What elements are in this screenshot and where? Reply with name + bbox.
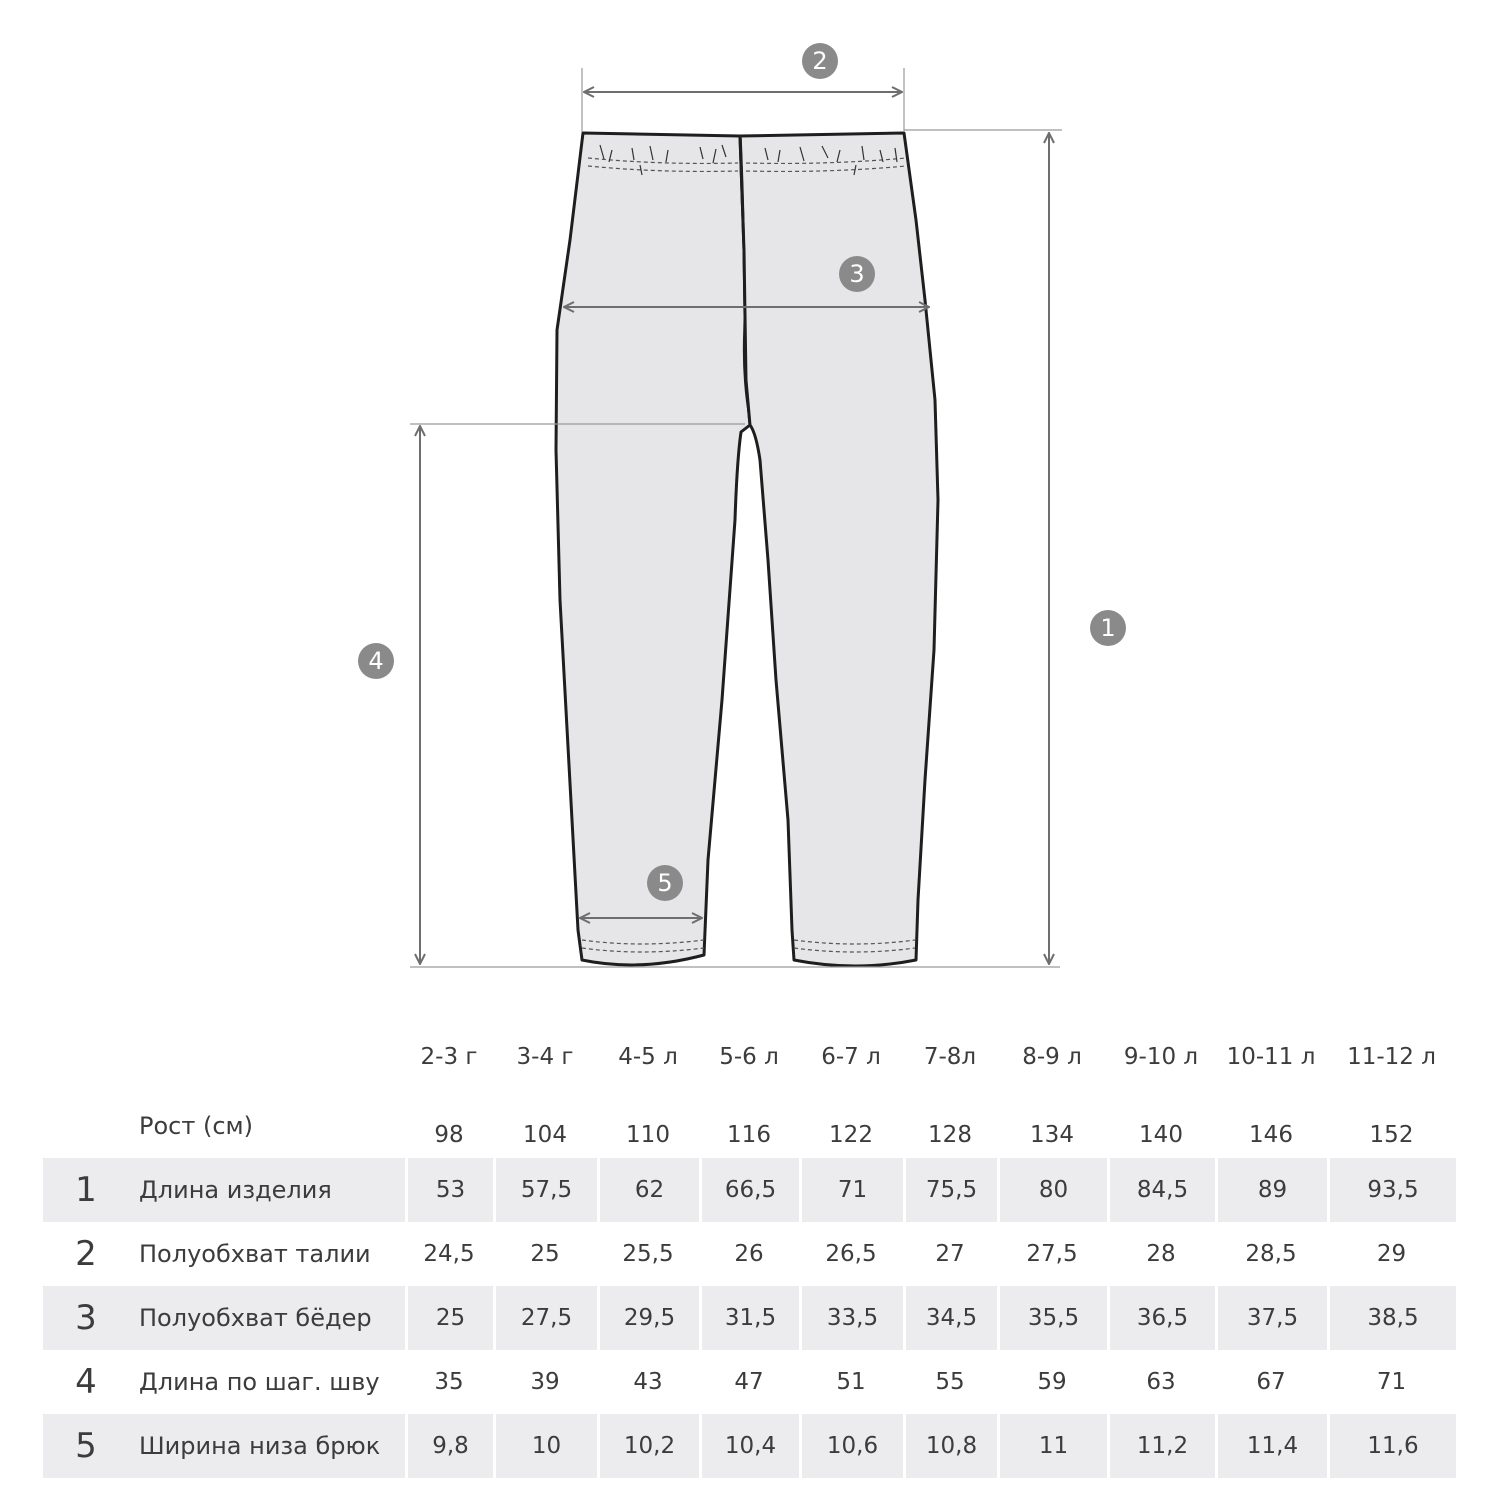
svg-text:5: 5 (657, 869, 673, 897)
height-value: 116 (727, 1122, 771, 1148)
measurement-value: 10,4 (699, 1414, 799, 1478)
svg-text:2: 2 (812, 47, 828, 75)
marker-1 (1090, 610, 1126, 646)
measurement-value: 25 (405, 1286, 493, 1350)
measurement-value: 37,5 (1215, 1286, 1327, 1350)
measurement-value: 27,5 (1026, 1241, 1078, 1267)
measurement-label: Полуобхват талии (139, 1240, 371, 1268)
marker-3 (839, 256, 875, 292)
measurement-value: 9,8 (405, 1414, 493, 1478)
measurement-value: 24,5 (423, 1241, 475, 1267)
pants-outline (556, 133, 938, 966)
height-value: 110 (626, 1122, 670, 1148)
marker-4 (358, 643, 394, 679)
measurement-row-2 (43, 1222, 1456, 1286)
measurement-row-5 (43, 1414, 1456, 1478)
measurement-value: 80 (997, 1158, 1107, 1222)
measurement-number: 3 (43, 1286, 129, 1350)
measurement-value: 11,6 (1327, 1414, 1456, 1478)
size-chart-table (43, 1018, 1456, 1478)
height-label: Рост (см) (139, 1112, 253, 1140)
measurement-value: 36,5 (1107, 1286, 1215, 1350)
size-header: 11-12 л (1347, 1044, 1436, 1070)
size-header: 7-8л (923, 1044, 977, 1070)
measurement-value: 11,4 (1215, 1414, 1327, 1478)
marker-5 (647, 865, 683, 901)
measurement-label: Длина по шаг. шву (139, 1368, 380, 1396)
measurement-value: 53 (405, 1158, 493, 1222)
measurement-value: 29 (1376, 1241, 1407, 1267)
measurement-value: 31,5 (699, 1286, 799, 1350)
measurement-value: 10 (493, 1414, 597, 1478)
svg-text:4: 4 (368, 647, 384, 675)
measurement-value: 10,2 (597, 1414, 699, 1478)
measurement-number: 5 (43, 1414, 129, 1478)
measurement-value: 35 (434, 1369, 464, 1395)
measurement-number: 1 (43, 1158, 129, 1222)
measurement-row-1 (43, 1158, 1456, 1222)
measurement-value: 62 (597, 1158, 699, 1222)
size-header: 9-10 л (1123, 1044, 1199, 1070)
size-header: 10-11 л (1226, 1044, 1316, 1070)
height-value: 128 (928, 1122, 972, 1148)
measurement-value: 63 (1146, 1369, 1176, 1395)
measurement-value: 29,5 (597, 1286, 699, 1350)
measurement-value: 55 (935, 1369, 965, 1395)
measurement-value: 38,5 (1327, 1286, 1456, 1350)
measurement-value: 28,5 (1245, 1241, 1297, 1267)
measurement-value: 47 (734, 1369, 764, 1395)
measurement-value: 57,5 (493, 1158, 597, 1222)
measurement-value: 93,5 (1327, 1158, 1456, 1222)
size-header: 3-4 г (516, 1044, 574, 1070)
measurement-value: 71 (1376, 1369, 1407, 1395)
size-header-row (43, 1018, 1456, 1080)
measurement-value: 75,5 (903, 1158, 997, 1222)
svg-text:3: 3 (849, 260, 865, 288)
measurement-value: 33,5 (799, 1286, 903, 1350)
measurement-label: Ширина низа брюк (129, 1414, 405, 1478)
height-value: 122 (829, 1122, 873, 1148)
marker-2 (802, 43, 838, 79)
height-value: 152 (1369, 1122, 1414, 1148)
height-value: 104 (523, 1122, 567, 1148)
measurement-value: 84,5 (1107, 1158, 1215, 1222)
measurement-number: 4 (75, 1362, 97, 1402)
measurement-value: 28 (1146, 1241, 1176, 1267)
measurement-value: 26 (734, 1241, 764, 1267)
measurement-value: 26,5 (825, 1241, 877, 1267)
measurement-value: 89 (1215, 1158, 1327, 1222)
height-value: 134 (1030, 1122, 1074, 1148)
measurement-label: Длина изделия (129, 1158, 405, 1222)
measurement-value: 66,5 (699, 1158, 799, 1222)
measurement-value: 25,5 (622, 1241, 674, 1267)
measurement-row-3 (43, 1286, 1456, 1350)
measurement-value: 43 (633, 1369, 663, 1395)
measurement-value: 67 (1256, 1369, 1286, 1395)
size-header: 8-9 л (1022, 1044, 1082, 1070)
size-header: 2-3 г (420, 1044, 478, 1070)
size-header: 5-6 л (719, 1044, 779, 1070)
measurement-value: 27 (935, 1241, 965, 1267)
size-header: 4-5 л (618, 1044, 678, 1070)
svg-text:1: 1 (1100, 614, 1116, 642)
measurement-value: 39 (530, 1369, 560, 1395)
measurement-value: 25 (530, 1241, 560, 1267)
measurement-value: 34,5 (903, 1286, 997, 1350)
measurement-value: 11,2 (1107, 1414, 1215, 1478)
measurement-value: 51 (836, 1369, 866, 1395)
height-row (43, 1080, 1456, 1158)
measurement-value: 59 (1037, 1369, 1067, 1395)
measurement-label: Полуобхват бёдер (129, 1286, 405, 1350)
height-value: 98 (434, 1122, 464, 1148)
measurement-value: 10,8 (903, 1414, 997, 1478)
height-value: 146 (1249, 1122, 1293, 1148)
size-header: 6-7 л (821, 1044, 881, 1070)
measurement-number: 2 (75, 1234, 97, 1274)
measurement-value: 10,6 (799, 1414, 903, 1478)
measurement-value: 27,5 (493, 1286, 597, 1350)
height-value: 140 (1139, 1122, 1183, 1148)
measurement-value: 35,5 (997, 1286, 1107, 1350)
measurement-row-4 (43, 1350, 1456, 1414)
measurement-value: 71 (799, 1158, 903, 1222)
measurement-value: 11 (997, 1414, 1107, 1478)
